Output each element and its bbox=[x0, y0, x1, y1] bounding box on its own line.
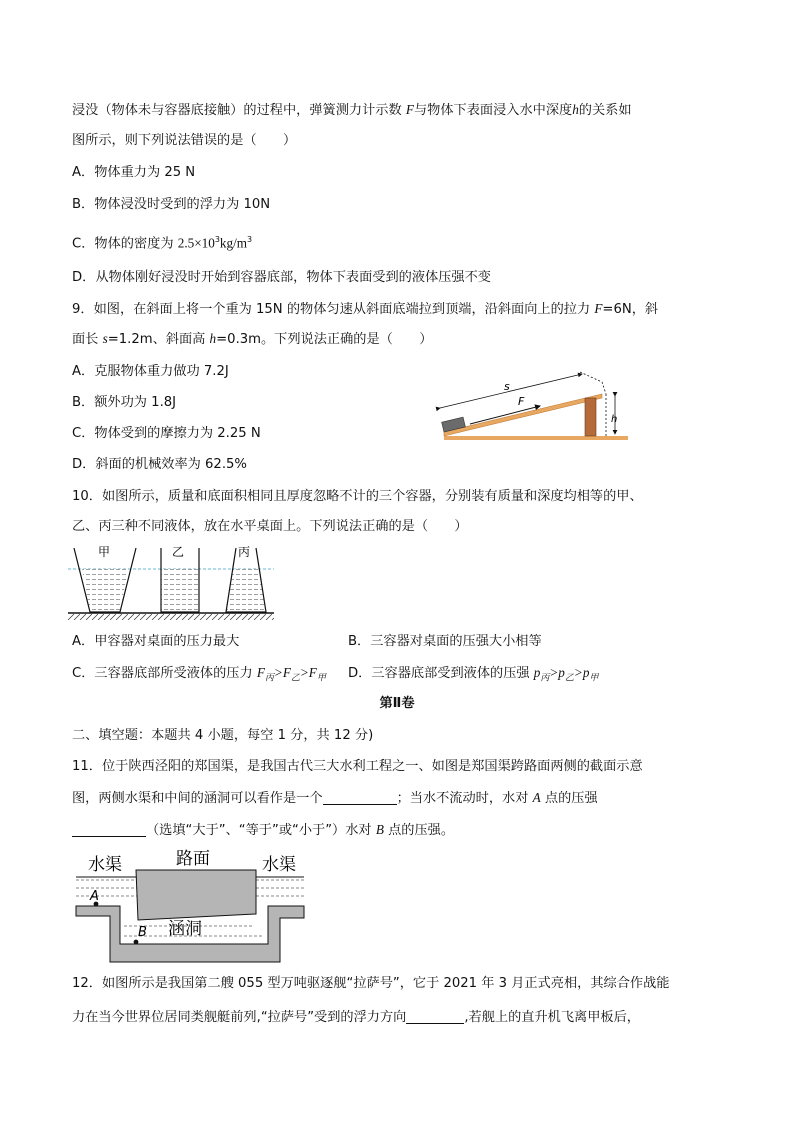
q12-stem-line1: 12．如图所示是我国第二艘 055 型万吨驱逐舰“拉萨号”，它于 2021 年 3 月正式亮相，其综合作战能 bbox=[72, 976, 670, 991]
q11-stem-line2: 图，两侧水渠和中间的涵洞可以看作是一个 ；当水不流动时，水对 A 点的压强 bbox=[72, 790, 598, 806]
container-yi-liquid bbox=[161, 569, 199, 612]
answer-blank-2[interactable] bbox=[72, 822, 146, 837]
length-arrow bbox=[440, 374, 582, 408]
label-h: h bbox=[611, 414, 618, 425]
q9-option-d: D．斜面的机械效率为 62.5% bbox=[72, 457, 247, 472]
label-bing: 丙 bbox=[238, 545, 251, 559]
label-B: B bbox=[138, 925, 147, 940]
table-hatch bbox=[68, 614, 274, 620]
q10-option-b: B．三容器对桌面的压强大小相等 bbox=[348, 634, 542, 649]
q9-option-c: C．物体受到的摩擦力为 2.25 N bbox=[72, 426, 261, 441]
incline-figure bbox=[430, 360, 640, 450]
support-block bbox=[585, 398, 596, 436]
answer-blank-1[interactable] bbox=[323, 790, 397, 805]
q11-stem-line1: 11．位于陕西泾阳的郑国渠，是我国古代三大水利工程之一、如图是郑国渠跨路面两侧的截面示意 bbox=[72, 759, 643, 774]
q11-stem-line3: （选填“大于”、“等于”或“小于”）水对 B 点的压强。 bbox=[72, 820, 454, 841]
ground-plank bbox=[444, 436, 628, 440]
section-heading: 二、填空题：本题共 4 小题，每空 1 分，共 12 分) bbox=[72, 728, 374, 743]
q12-stem-line2: 力在当今世界位居同类舰艇前列,“拉萨号”受到的浮力方向 ,若舰上的直升机飞离甲板后， bbox=[72, 1010, 640, 1025]
road-block bbox=[136, 870, 256, 920]
label-F: F bbox=[518, 395, 525, 408]
answer-blank-3[interactable] bbox=[406, 1009, 464, 1024]
q9-stem-line1: 9．如图，在斜面上将一个重为 15N 的物体匀速从斜面底端拉到顶端，沿斜面向上的拉力 F=6N，斜 bbox=[72, 301, 659, 317]
label-s: s bbox=[504, 380, 510, 393]
var-F: F bbox=[405, 102, 414, 117]
q8-option-b: B．物体浸没时受到的浮力为 10N bbox=[72, 197, 271, 212]
label-canal-left: 水渠 bbox=[88, 855, 122, 875]
q10-stem-line2: 乙、丙三种不同液体，放在水平桌面上。下列说法正确的是（ ） bbox=[72, 519, 468, 534]
point-B bbox=[134, 940, 139, 945]
var-h: h bbox=[572, 102, 579, 117]
q10-option-d: D．三容器底部受到液体的压强 $p_丙>p_乙>p_甲$ bbox=[348, 665, 599, 684]
q9-option-b: B．额外功为 1.8J bbox=[72, 395, 177, 410]
canal-figure bbox=[74, 844, 306, 968]
q10-stem-line1: 10．如图所示，质量和底面积相同且厚度忽略不计的三个容器，分别装有质量和深度均相等的甲、 bbox=[72, 489, 643, 504]
containers-figure bbox=[68, 542, 288, 624]
label-culvert: 涵洞 bbox=[168, 919, 202, 939]
label-jia: 甲 bbox=[98, 545, 111, 559]
label-road: 路面 bbox=[176, 849, 210, 869]
q8-option-a: A．物体重力为 25 N bbox=[72, 165, 196, 180]
q8-stem-line1: 浸没（物体未与容器底接触）的过程中，弹簧测力计示数 F与物体下表面浸入水中深度h的关系如 bbox=[72, 102, 632, 118]
q8-option-d: D．从物体刚好浸没时开始到容器底部，物体下表面受到的液体压强不变 bbox=[72, 270, 491, 285]
q9-stem-line2: 面长 s=1.2m、斜面高 h=0.3m。下列说法正确的是（ ） bbox=[72, 331, 433, 347]
q9-option-a: A．克服物体重力做功 7.2J bbox=[72, 364, 229, 379]
q8-stem-line2: 图所示，则下列说法错误的是（ ） bbox=[72, 133, 297, 148]
q10-option-a: A．甲容器对桌面的压力最大 bbox=[72, 634, 240, 649]
section-title: 第Ⅱ卷 bbox=[379, 696, 415, 711]
q8-option-c: C．物体的密度为 $2.5\times 10^3kg/m^3$ bbox=[72, 235, 253, 252]
label-canal-right: 水渠 bbox=[262, 855, 296, 875]
dashed-top bbox=[580, 372, 606, 394]
label-yi: 乙 bbox=[172, 545, 185, 559]
q10-option-c: C．三容器底部所受液体的压力 $F_丙>F_乙>F_甲$ bbox=[72, 665, 326, 684]
label-A: A bbox=[90, 889, 99, 904]
